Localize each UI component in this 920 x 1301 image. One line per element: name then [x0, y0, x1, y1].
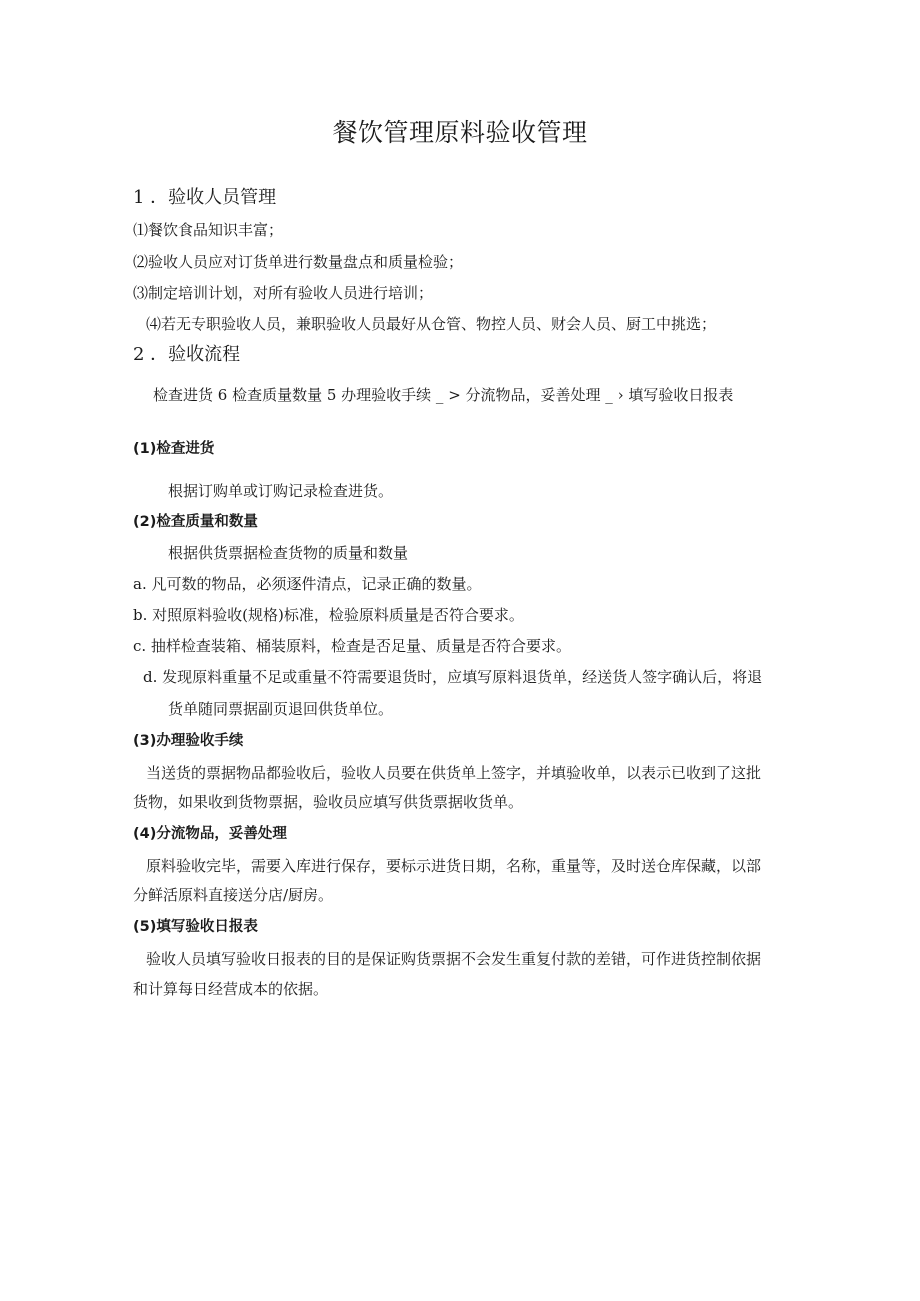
step2-intro: 根据供货票据检查货物的质量和数量 [168, 544, 409, 562]
step2-item-c: c. 抽样检查装箱、桶装原料，检查是否足量、质量是否符合要求。 [133, 637, 571, 655]
step2-item-a: a. 凡可数的物品，必须逐件清点，记录正确的数量。 [133, 575, 482, 593]
step4-line-1: 原料验收完毕，需要入库进行保存，要标示进货日期，名称，重量等，及时送仓库保藏，以部 [146, 857, 762, 875]
step1-text: 根据订购单或订购记录检查进货。 [168, 482, 394, 500]
step4-heading: (4)分流物品，妥善处理 [133, 826, 287, 842]
process-flow: 检查进货 6 检查质量数量 5 办理验收手续 _ > 分流物品，妥善处理 _ › 填写验收日报表 [153, 386, 734, 404]
step2-item-d: d. 发现原料重量不足或重量不符需要退货时，应填写原料退货单，经送货人签字确认后，将退 [143, 668, 763, 686]
step2-heading: (2)检查质量和数量 [133, 514, 258, 530]
step5-line-2: 和计算每日经营成本的依据。 [133, 980, 329, 998]
step2-item-b: b. 对照原料验收(规格)标准，检验原料质量是否符合要求。 [133, 606, 524, 624]
step4-line-2: 分鲜活原料直接送分店/厨房。 [133, 886, 334, 904]
step5-line-1: 验收人员填写验收日报表的目的是保证购货票据不会发生重复付款的差错，可作进货控制依据 [146, 950, 762, 968]
page-title: 餐饮管理原料验收管理 [332, 118, 588, 147]
section1-item-1: ⑴餐饮食品知识丰富； [133, 221, 284, 239]
step2-item-d-continued: 货单随同票据副页退回供货单位。 [168, 700, 394, 718]
step3-line-2: 货物，如果收到货物票据，验收员应填写供货票据收货单。 [133, 793, 524, 811]
step3-line-1: 当送货的票据物品都验收后，验收人员要在供货单上签字，并填验收单，以表示已收到了这批 [146, 764, 762, 782]
section2-heading: 2 ．验收流程 [133, 344, 241, 365]
section1-heading: 1 ．验收人员管理 [133, 187, 277, 208]
step1-heading: (1)检查进货 [133, 441, 215, 457]
section1-item-4: ⑷若无专职验收人员，兼职验收人员最好从仓管、物控人员、财会人员、厨工中挑选； [146, 315, 717, 333]
section1-item-2: ⑵验收人员应对订货单进行数量盘点和质量检验； [133, 253, 464, 271]
section1-item-3: ⑶制定培训计划，对所有验收人员进行培训； [133, 284, 434, 302]
step5-heading: (5)填写验收日报表 [133, 919, 258, 935]
step3-heading: (3)办理验收手续 [133, 733, 244, 749]
